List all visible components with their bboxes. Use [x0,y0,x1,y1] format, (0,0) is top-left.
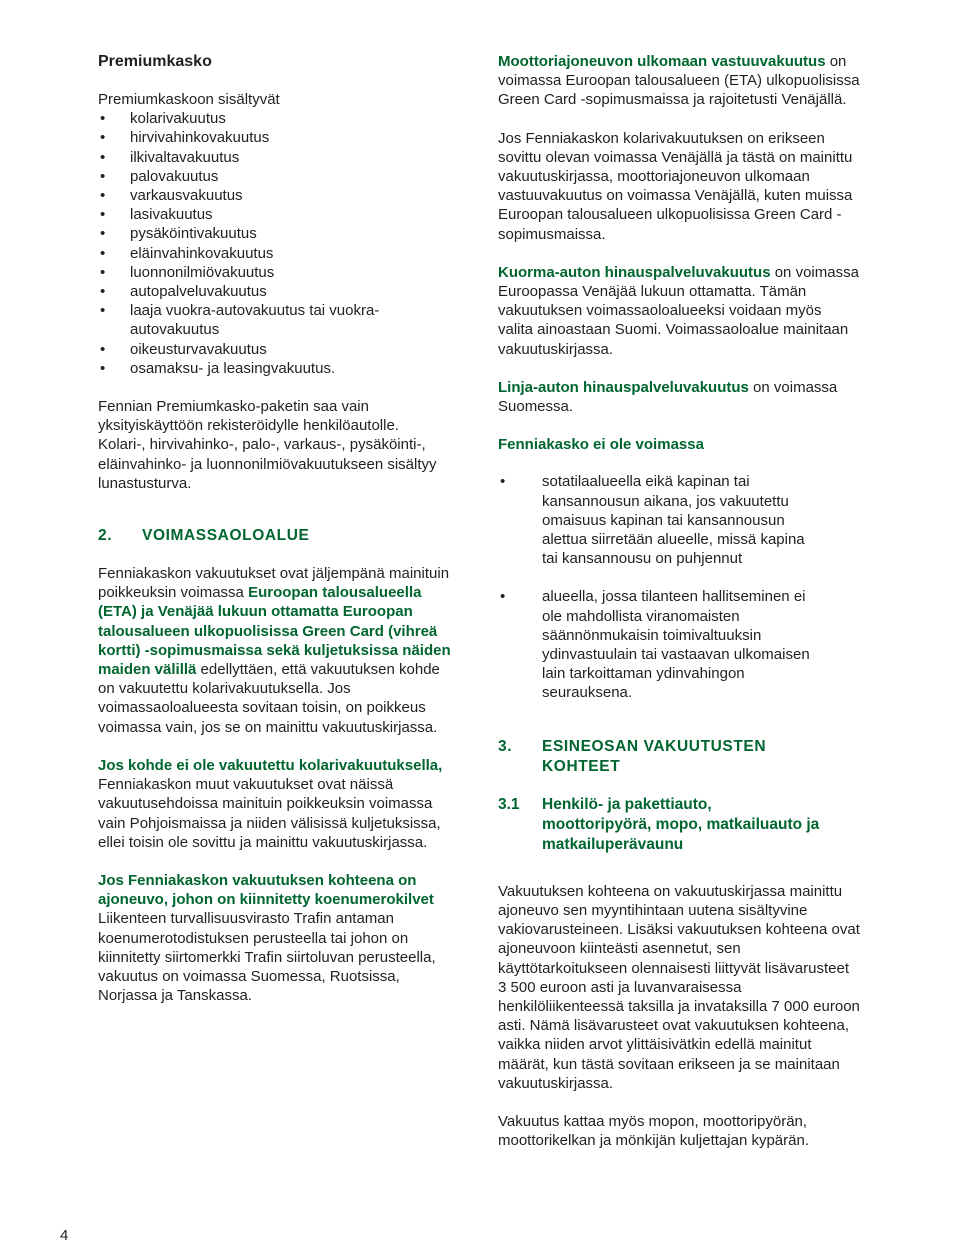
section-3-heading: 3. ESINEOSAN VAKUUTUSTEN KOHTEET [498,737,767,775]
list-item: • osamaksu- ja leasingvakuutus. [98,359,453,378]
no-collision-paragraph: Jos kohde ei ole vakuutettu kolarivakuutuksella, Fenniakaskon muut vakuutukset ovat näissä vakuutusehdoissa mainituin poikkeuksin voimassa vain Pohjoismaissa ja niiden välisissä kuljetuksissa, ellei toisin ole sovittu ja mainittu vakuutuskirjassa. [98,756,443,851]
list-item: • sotatilaalueella eikä kapinan tai kansannousun aikana, jos vakuutettu omaisuus kapinan tai kansannousun alettua siirretään alueelle, missä kapina tai kansannousu on puhjennut [498,472,860,568]
list-item: • laaja vuokra-autovakuutus tai vuokra-autovakuutus [98,301,453,339]
premiumkasko-note: Fennian Premiumkasko-paketin saa vain yksityiskäyttöön rekisteröidylle henkilöautolle. [98,398,399,435]
premiumkasko-list [98,109,453,378]
list-item: • varkausvakuutus [98,186,453,205]
helmet-paragraph: Vakuutus kattaa myös mopon, moottoripyörän, moottorikelkan ja mönkijän kuljettajan kypärän. [498,1112,809,1150]
left-column [98,52,453,1005]
vehicle-object-paragraph: Vakuutuksen kohteena on vakuutuskirjassa mainittu ajoneuvo sen myyntihintaan uutena sisältyvine vakiovarusteineen. Lisäksi vakuutuksen kohteena ovat ajoneuvoon kiinteästi asennetut, sen käyttötarkoitukseen olennaisesti liittyvät lisävarusteet 3 500 euroon asti ja luvanvaraisessa henkilöliikenteessä taksilla ja invataksilla 7 000 euroon asti. Nämä lisävarusteet ovat vakuutuksen kohteena, vaikka niiden arvot ylittäisivätkin edellä mainitut määrät, kun tästä sovitaan erikseen ja se mainitaan vakuutuskirjassa. [498,882,860,1092]
premiumkasko-heading: Premiumkasko [98,53,212,70]
list-item: • luonnonilmiövakuutus [98,263,453,282]
list-item: • lasivakuutus [98,205,453,224]
russia-paragraph: Jos Fenniakaskon kolarivakuutuksen on erikseen sovittu olevan voimassa Venäjällä ja tästä on mainittu vakuutuskirjassa, moottoriajoneuvon ulkomaan vastuuvakuutus on voimassa Venäjällä, kuten muissa Euroopan talousalueen ulkopuolisissa Green Card -sopimusmaissa. [498,129,853,243]
list-spacer [498,568,860,587]
validity-paragraph: Fenniakaskon vakuutukset ovat jäljempänä mainituin poikkeuksin voimassa Euroopan talousalueella (ETA) ja Venäjää lukuun ottamatta Euroopan talousalueen ulkopuolisissa Green Card (vihreä kortti) -sopimusmaissa sekä kuljetuksissa näiden maiden välillä edellyttäen, että vakuutuksen kohde on vakuutettu kolarivakuutuksella. Jos voimassaoloalueesta sovitaan toisin, on poikkeus voimassa vain, jos se on mainittu vakuutuskirjassa. [98,565,451,736]
section-3-1-heading: 3.1 Henkilö- ja pakettiauto, moottoripyörä, mopo, matkailuauto ja matkailuperävaunu [498,795,820,853]
lunastusturva-note: Kolari-, hirvivahinko-, palo-, varkaus-, pysäköinti-, eläinvahinko- ja luonnonilmiövakuutukseen sisältyy lunastusturva. [98,436,437,492]
list-item: • kolarivakuutus [98,109,453,128]
not-valid-list [498,472,860,702]
liability-paragraph: Moottoriajoneuvon ulkomaan vastuuvakuutus on voimassa Euroopan talousalueen (ETA) ulkopuolisissa Green Card -sopimusmaissa ja rajoitetusti Venäjällä. [498,53,860,109]
list-item: • alueella, jossa tilanteen hallitseminen ei ole mahdollista viranomaisten säännönmukaisin toimivaltuuksin ydinvastuulain tai vastaavan ulkomaisen lain tarkoittaman ydinvahingon seurauksena. [498,587,860,702]
list-item: • palovakuutus [98,167,453,186]
list-item: • hirvivahinkovakuutus [98,128,453,147]
premiumkasko-intro: Premiumkaskoon sisältyvät [98,91,280,108]
not-valid-heading: Fenniakasko ei ole voimassa [498,436,704,454]
list-item: • oikeusturvavakuutus [98,340,453,359]
section-2-heading: 2. VOIMASSAOLOALUE [98,527,310,545]
list-item: • ilkivaltavakuutus [98,148,453,167]
page-number: 4 [60,1227,69,1244]
test-plates-paragraph: Jos Fenniakaskon vakuutuksen kohteena on ajoneuvo, johon on kiinnitetty koenumerokilvet Liikenteen turvallisuusvirasto Trafin antaman koenumerotodistuksen perusteella tai johon on kiinnitetty siirtomerkki Trafin siirtoluvan perusteella, vakuutus on voimassa Suomessa, Ruotsissa, Norjassa ja Tanskassa. [98,871,436,1005]
list-item: • pysäköintivakuutus [98,224,453,243]
truck-towing-paragraph: Kuorma-auton hinauspalveluvakuutus on voimassa Euroopassa Venäjää lukuun ottamatta. Tämän vakuutuksen voimassaoloalueeksi voidaan myös valita ainoastaan Suomi. Voimassaoloalue mainitaan vakuutuskirjassa. [498,263,859,358]
bus-towing-paragraph: Linja-auton hinauspalveluvakuutus on voimassa Suomessa. [498,378,838,416]
list-item: • eläinvahinkovakuutus [98,244,453,263]
list-item: • autopalveluvakuutus [98,282,453,301]
right-column [498,52,860,1150]
